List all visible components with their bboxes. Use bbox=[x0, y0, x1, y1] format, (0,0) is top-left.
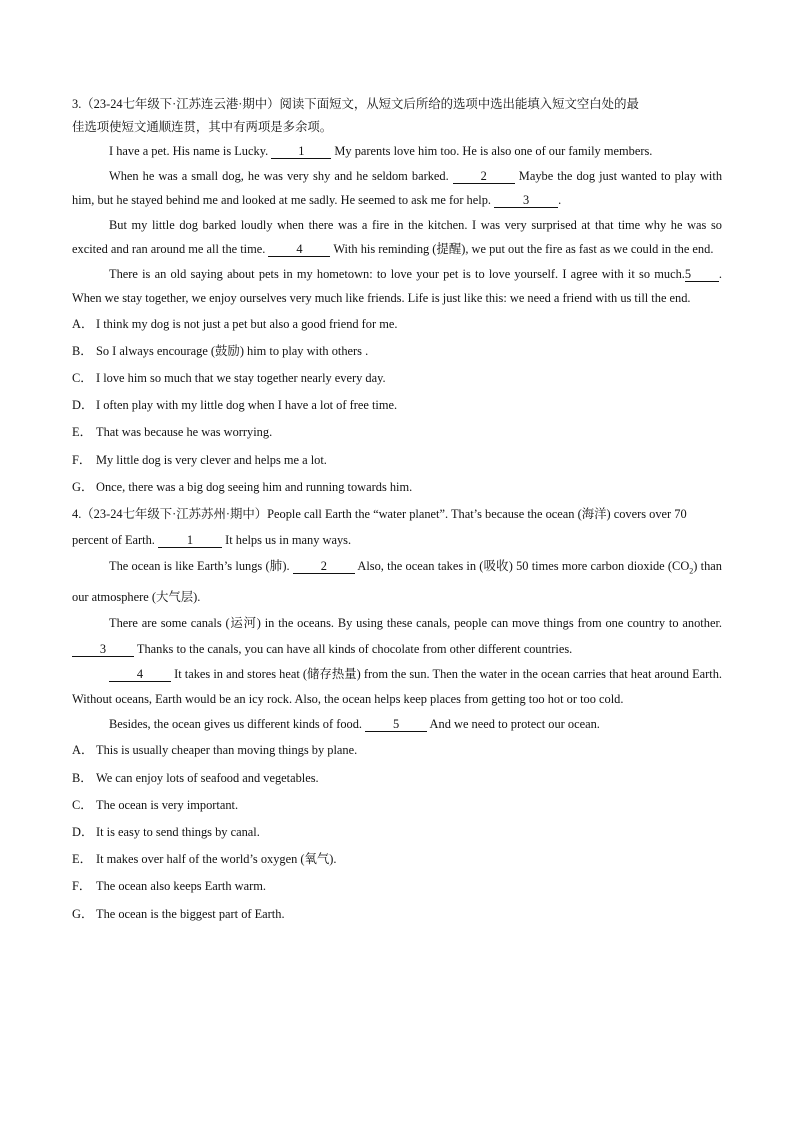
q4-p4-text-b: And we need to protect our ocean. bbox=[427, 717, 600, 732]
question-3 bbox=[72, 93, 722, 501]
q4-paragraph-4 bbox=[72, 712, 722, 737]
q3-option-a[interactable] bbox=[72, 311, 722, 338]
option-letter: A． bbox=[72, 743, 94, 758]
option-letter: B． bbox=[72, 770, 93, 785]
q3-option-b[interactable] bbox=[72, 338, 722, 365]
option-text: The ocean also keeps Earth warm. bbox=[96, 879, 266, 894]
q4-option-c[interactable] bbox=[72, 792, 722, 819]
q3-blank-3[interactable]: 3 bbox=[494, 193, 558, 208]
q3-option-g[interactable] bbox=[72, 474, 722, 501]
q3-p2-text-a: When he was a small dog, he was very shy and he seldom barked. bbox=[109, 168, 453, 183]
option-letter: A． bbox=[72, 316, 94, 331]
q3-blank-5[interactable]: 5 bbox=[685, 267, 719, 282]
option-text: I often play with my little dog when I have a lot of free time. bbox=[96, 398, 398, 413]
option-text: So I always encourage (鼓励) him to play with others . bbox=[96, 343, 369, 358]
q4-paragraph-3 bbox=[72, 662, 722, 712]
q4-p2-text-a: There are some canals (运河) in the oceans. By using these canals, people can move things from one country to another. bbox=[109, 616, 722, 631]
q3-p4-text-b: . When we stay together, we enjoy ourselves very much like friends. Life is just like this: we need a friend with us till the end. bbox=[72, 266, 722, 305]
q3-p1-text-a: I have a pet. His name is Lucky. bbox=[109, 144, 272, 158]
q4-options-list bbox=[72, 737, 722, 927]
q3-p1-text-b: My parents love him too. He is also one of our family members. bbox=[331, 144, 653, 158]
option-letter: D． bbox=[72, 398, 94, 413]
option-letter: E． bbox=[72, 425, 92, 440]
option-text: I love him so much that we stay together nearly every day. bbox=[96, 370, 386, 385]
worksheet-content bbox=[72, 93, 722, 928]
q3-paragraph-4 bbox=[72, 262, 722, 311]
q3-p2-text-c: . bbox=[558, 193, 562, 207]
q4-paragraph-2 bbox=[72, 610, 722, 662]
q3-paragraph-1 bbox=[72, 139, 722, 164]
option-text: I think my dog is not just a pet but also a good friend for me. bbox=[96, 316, 398, 331]
q3-option-d[interactable] bbox=[72, 392, 722, 419]
q4-blank-4[interactable]: 4 bbox=[109, 667, 171, 682]
option-letter: G． bbox=[72, 479, 94, 494]
q4-option-a[interactable] bbox=[72, 737, 722, 764]
option-text: That was because he was worrying. bbox=[96, 425, 273, 440]
q4-header-text-a: 4.（23-24七年级下·江苏苏州·期中）People call Earth the “water planet”. That’s because the ocean (海洋) covers over 70 percent of Earth. bbox=[72, 506, 687, 547]
q3-option-c[interactable] bbox=[72, 365, 722, 392]
option-letter: F． bbox=[72, 879, 92, 894]
option-text: The ocean is the biggest part of Earth. bbox=[96, 906, 285, 921]
q4-blank-2[interactable]: 2 bbox=[293, 559, 355, 574]
q4-header-text-b: It helps us in many ways. bbox=[222, 532, 352, 547]
q4-p2-text-b: Thanks to the canals, you can have all kinds of chocolate from other different countries. bbox=[134, 642, 573, 657]
option-letter: F． bbox=[72, 452, 92, 467]
q4-paragraph-1 bbox=[72, 553, 722, 610]
q4-blank-5[interactable]: 5 bbox=[365, 717, 427, 732]
q3-blank-4[interactable]: 4 bbox=[268, 242, 330, 257]
q4-p3-text-b: It takes in and stores heat (储存热量) from the sun. Then the water in the ocean carries that heat around Earth. Without oceans, Earth would be an icy rock. Also, the ocean helps keep places from getting too hot or too cold. bbox=[72, 667, 722, 707]
option-text: It is easy to send things by canal. bbox=[96, 825, 260, 839]
q3-p3-text-b: With his reminding (提醒), we put out the fire as fast as we could in the end. bbox=[330, 242, 714, 256]
q4-blank-3[interactable]: 3 bbox=[72, 642, 134, 657]
question-3-header bbox=[72, 93, 722, 139]
q3-p2-text-b: Maybe the dog just wanted to play with him, but he stayed behind me and looked at me sadly. He seemed to ask me for help. bbox=[72, 168, 723, 207]
option-text: Once, there was a big dog seeing him and running towards him. bbox=[96, 479, 413, 494]
option-letter: E． bbox=[72, 852, 92, 867]
option-letter: C． bbox=[72, 797, 93, 812]
q3-option-f[interactable] bbox=[72, 447, 722, 474]
q3-paragraph-2 bbox=[72, 164, 722, 213]
option-text: The ocean is very important. bbox=[96, 797, 239, 812]
question-4 bbox=[72, 501, 722, 928]
option-text: My little dog is very clever and helps me a lot. bbox=[96, 452, 327, 467]
q4-p1-text-b: Also, the ocean takes in (吸收) 50 times more carbon dioxide (CO bbox=[354, 558, 690, 573]
q3-blank-1[interactable]: 1 bbox=[271, 144, 331, 159]
q3-p3-text-a: But my little dog barked loudly when there was a fire in the kitchen. I was very surprised at that time why he was so excited and ran around me all the time. bbox=[72, 217, 722, 256]
q4-option-g[interactable] bbox=[72, 901, 722, 928]
q4-blank-1[interactable]: 1 bbox=[158, 533, 222, 548]
option-text: This is usually cheaper than moving things by plane. bbox=[96, 743, 358, 758]
q4-option-f[interactable] bbox=[72, 873, 722, 900]
q3-blank-2[interactable]: 2 bbox=[453, 169, 515, 184]
option-text: We can enjoy lots of seafood and vegetables. bbox=[96, 770, 319, 785]
q4-p1-subscript: 2 bbox=[689, 566, 694, 576]
q4-option-e[interactable] bbox=[72, 846, 722, 873]
q4-p1-text-a: The ocean is like Earth’s lungs (肺). bbox=[109, 558, 293, 573]
option-letter: D． bbox=[72, 825, 94, 839]
q4-option-d[interactable] bbox=[72, 819, 722, 846]
option-letter: C． bbox=[72, 370, 93, 385]
q3-option-e[interactable] bbox=[72, 419, 722, 446]
q3-options-list bbox=[72, 311, 722, 501]
question-3-header-line2: 佳选项使短文通顺连贯，其中有两项是多余项。 bbox=[72, 120, 333, 134]
q4-p1-text-c: ) than our atmosphere (大气层). bbox=[72, 558, 722, 605]
question-3-header-line1: 3.（23-24七年级下·江苏连云港·期中）阅读下面短文，从短文后所给的选项中选出能填入短文空白处的最 bbox=[72, 97, 639, 111]
q3-paragraph-3 bbox=[72, 213, 722, 262]
option-letter: G． bbox=[72, 906, 94, 921]
question-4-header bbox=[72, 501, 722, 553]
option-text: It makes over half of the world’s oxygen (氧气). bbox=[96, 852, 337, 867]
q4-p4-text-a: Besides, the ocean gives us different kinds of food. bbox=[109, 717, 366, 732]
q3-p4-text-a: There is an old saying about pets in my hometown: to love your pet is to love yourself. I agree with it so much. bbox=[109, 266, 685, 281]
q4-option-b[interactable] bbox=[72, 765, 722, 792]
option-letter: B． bbox=[72, 343, 93, 358]
